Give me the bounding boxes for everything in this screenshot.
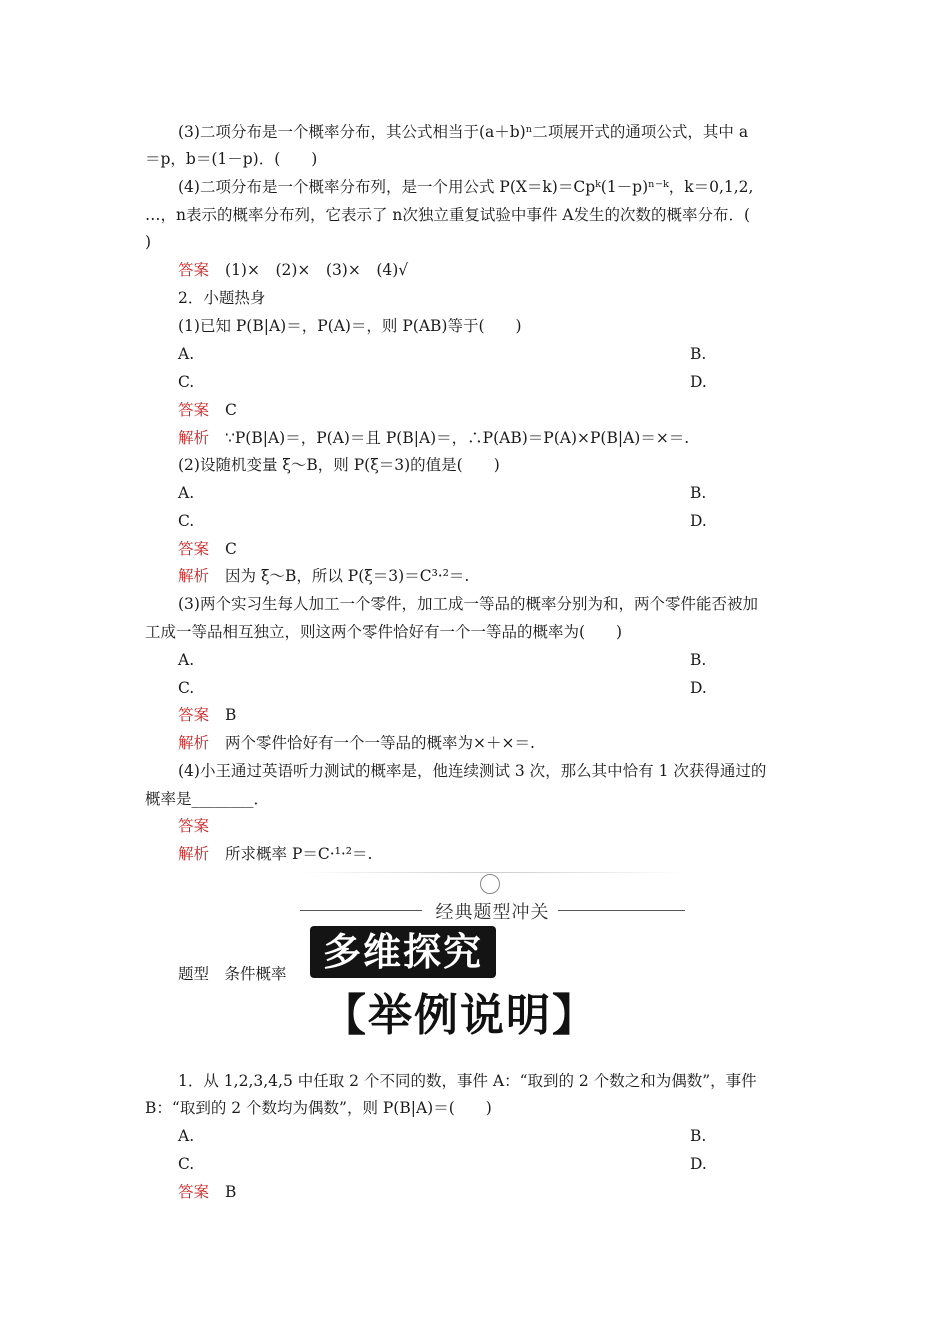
answer-label: 答案 [178,817,210,835]
text-line: ＝p，b＝(1－p)．( ) [145,150,318,168]
option-c: C. [178,1155,195,1173]
text-line: (4)二项分布是一个概率分布列，是一个用公式 P(X＝k)＝Cpᵏ(1－p)ⁿ⁻ᵏ，k＝0,1,2, [178,178,754,196]
solution-line [178,733,843,753]
option-a: A. [178,1127,195,1145]
answer-text: B [225,1183,237,1201]
option-row [178,678,843,698]
solution-text: 因为 ξ～B，所以 P(ξ＝3)＝C³·²＝. [225,567,470,585]
option-a: A. [178,484,195,502]
section-header [300,872,685,923]
answer-text: B [225,706,237,724]
option-row [178,1126,843,1146]
option-d: D. [690,512,707,530]
answer-line [178,705,843,725]
option-b: B. [690,1127,707,1145]
answer-line [178,1182,843,1202]
solution-label: 解析 [178,734,210,752]
question-text: 工成一等品相互独立，则这两个零件恰好有一个一等品的概率为( ) [145,623,623,641]
question-text: (4)小王通过英语听力测试的概率是，他连续测试 3 次，那么其中恰有 1 次获得通过的 [178,762,767,780]
lightbulb-icon [480,874,500,894]
solution-text: ∵P(B|A)＝，P(A)＝且 P(B|A)＝，∴P(AB)＝P(A)×P(B|A)＝×＝. [225,429,690,447]
option-b: B. [690,484,707,502]
answer-text: C [225,540,237,558]
text-line: ) [145,233,152,251]
option-d: D. [690,1155,707,1173]
answer-line [178,260,843,280]
divider [300,872,685,873]
solution-line [178,566,843,586]
option-b: B. [690,651,707,669]
option-row [178,483,843,503]
question-text: B：“取到的 2 个数均为偶数”，则 P(B|A)＝( ) [145,1099,492,1117]
banner-multi-dimensional: 多维探究 [310,926,496,978]
question-text: 1．从 1,2,3,4,5 中任取 2 个不同的数，事件 A：“取到的 2 个数之和为偶数”，事件 [178,1072,757,1090]
answer-label: 答案 [178,540,210,558]
option-a: A. [178,651,195,669]
solution-text: 所求概率 P＝C·¹·²＝. [225,845,373,863]
topic-label: 题型 条件概率 [178,965,287,983]
option-b: B. [690,345,707,363]
solution-text: 两个零件恰好有一个一等品的概率为×＋×＝. [225,734,535,752]
solution-line [178,428,843,448]
option-c: C. [178,679,195,697]
answer-label: 答案 [178,401,210,419]
solution-label: 解析 [178,845,210,863]
solution-label: 解析 [178,429,210,447]
answer-label: 答案 [178,261,210,279]
text-line: …，n表示的概率分布列，它表示了 n次独立重复试验中事件 A发生的次数的概率分布．( [145,206,751,224]
banner-example-heading: 【举例说明】 [322,990,598,1041]
answer-label: 答案 [178,706,210,724]
option-d: D. [690,373,707,391]
solution-label: 解析 [178,567,210,585]
question-text: (1)已知 P(B|A)＝，P(A)＝，则 P(AB)等于( ) [178,317,522,335]
question-text: (3)两个实习生每人加工一个零件，加工成一等品的概率分别为和，两个零件能否被加 [178,595,758,613]
option-row [178,372,843,392]
question-text: 概率是________． [145,790,270,808]
text-line: (3)二项分布是一个概率分布，其公式相当于(a＋b)ⁿ二项展开式的通项公式，其中 a [178,123,749,141]
option-row [178,1154,843,1174]
answer-line [178,816,843,836]
answer-line [178,400,843,420]
option-row [178,511,843,531]
option-c: C. [178,512,195,530]
question-text: (2)设随机变量 ξ～B，则 P(ξ＝3)的值是( ) [178,456,500,474]
answer-text: (1)× (2)× (3)× (4)√ [225,261,409,279]
solution-line [178,844,843,864]
section-subheading: 2．小题热身 [178,289,266,307]
option-row [178,344,843,364]
option-d: D. [690,679,707,697]
option-row [178,650,843,670]
answer-label: 答案 [178,1183,210,1201]
answer-line [178,539,843,559]
section-title: 经典题型冲关 [435,902,550,923]
answer-text: C [225,401,237,419]
option-c: C. [178,373,195,391]
option-a: A. [178,345,195,363]
